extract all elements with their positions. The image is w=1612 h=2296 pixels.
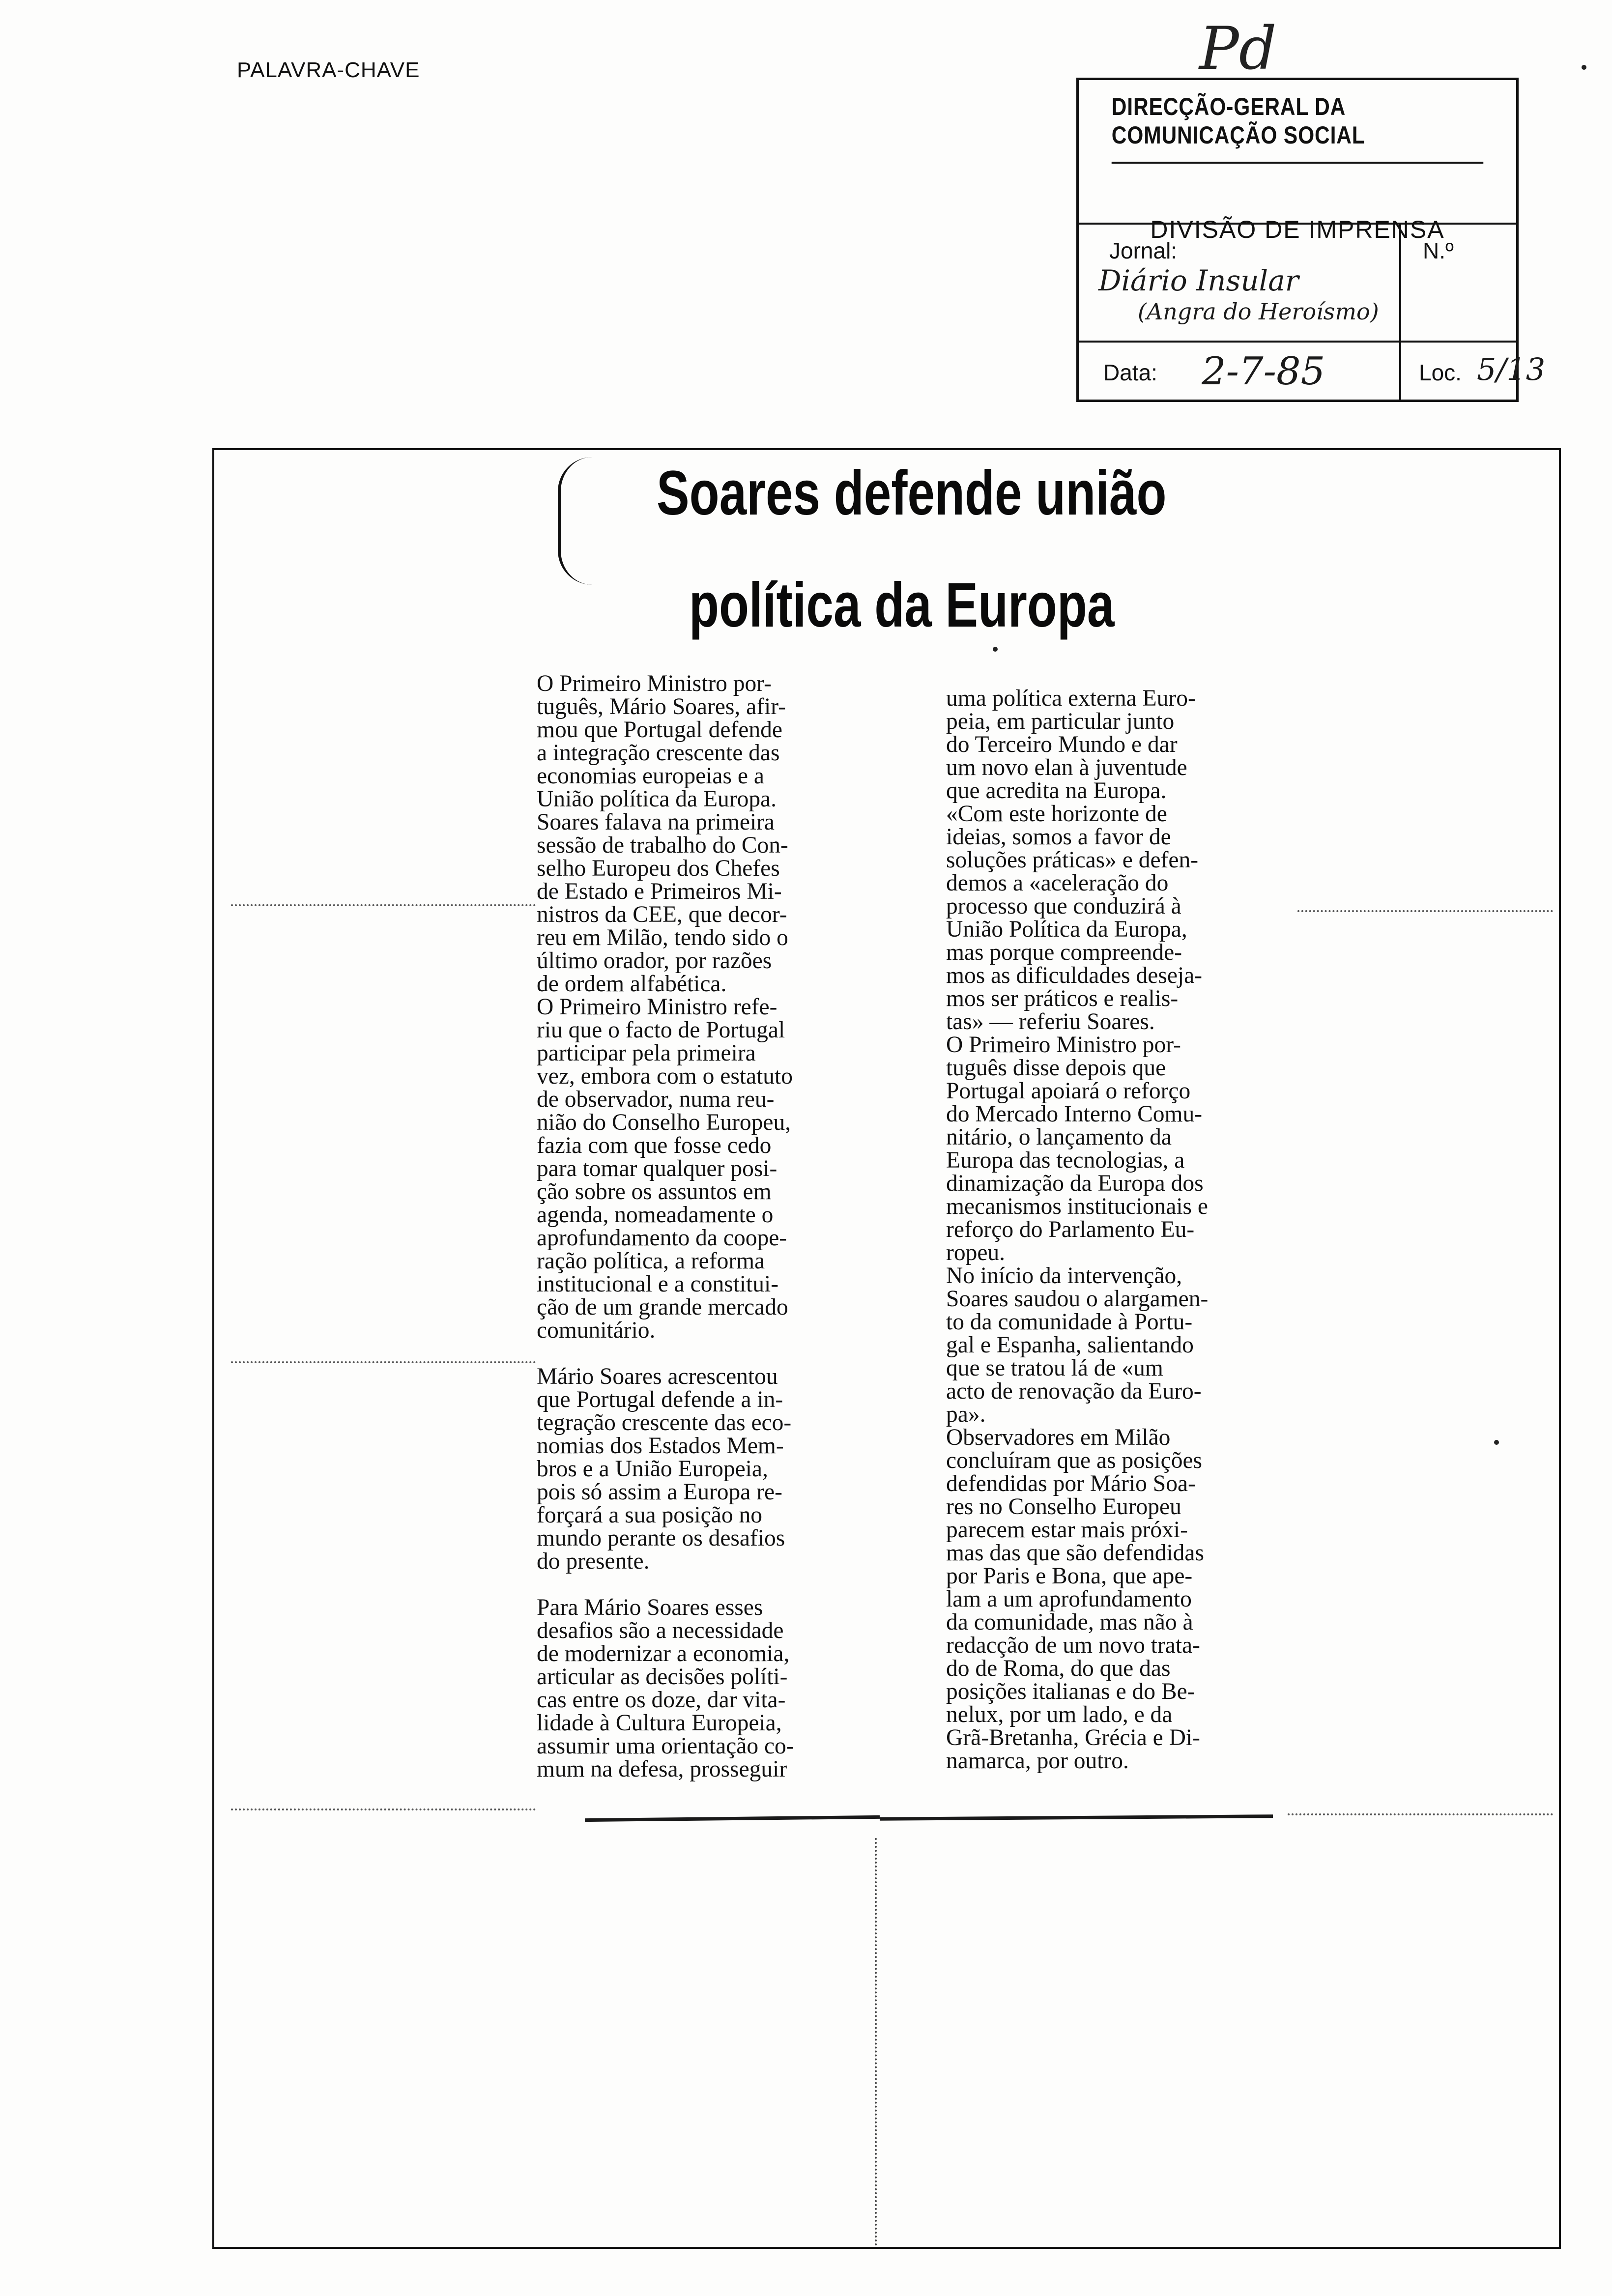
article-line: tuguês, Mário Soares, afir-: [537, 694, 786, 719]
article-line: parecem estar mais próxi-: [946, 1517, 1188, 1543]
article-line: ção sobre os assuntos em: [537, 1179, 772, 1205]
article-line: tuguês disse depois que: [946, 1055, 1166, 1081]
article-line: reforço do Parlamento Eu-: [946, 1217, 1195, 1242]
article-line: Soares falava na primeira: [537, 809, 775, 835]
article-line: defendidas por Mário Soa-: [946, 1471, 1196, 1496]
handwritten-mark: Pd: [1199, 15, 1277, 83]
article-line: institucional e a constitui-: [537, 1271, 779, 1297]
keyword-label: PALAVRA-CHAVE: [237, 58, 420, 82]
article-line: processo que conduzirá à: [946, 893, 1181, 919]
article-line: agenda, nomeadamente o: [537, 1202, 774, 1228]
jornal-label: Jornal:: [1109, 238, 1178, 263]
loc-value: 5/13: [1477, 351, 1546, 387]
article-line: ropeu.: [946, 1240, 1006, 1265]
article-line: ração política, a reforma: [537, 1248, 765, 1274]
article-line: pois só assim a Europa re-: [537, 1479, 782, 1505]
article-line: fazia com que fosse cedo: [537, 1133, 772, 1158]
article-line: [537, 1342, 910, 1365]
headline-line2: política da Europa: [689, 570, 1115, 640]
jornal-value-line2: (Angra do Heroísmo): [1138, 298, 1379, 325]
article-line: pa».: [946, 1402, 986, 1427]
article-line: riu que o facto de Portugal: [537, 1017, 785, 1043]
article-line: peia, em particular junto: [946, 709, 1175, 734]
number-label: N.º: [1423, 238, 1454, 263]
article-line: to da comunidade à Portu-: [946, 1309, 1193, 1335]
headline-line1: Soares defende união: [657, 458, 1167, 528]
date-label: Data:: [1103, 360, 1157, 385]
date-value: 2-7-85: [1202, 349, 1325, 394]
article-line: mas das que são defendidas: [946, 1540, 1204, 1566]
article-line: do de Roma, do que das: [946, 1656, 1171, 1681]
speck: [993, 647, 998, 652]
article-line: vez, embora com o estatuto: [537, 1063, 793, 1089]
article-line: Grã-Bretanha, Grécia e Di-: [946, 1725, 1200, 1751]
cut-guide-line: [231, 1808, 536, 1810]
article-line: mundo perante os desafios: [537, 1525, 785, 1551]
article-line: que acredita na Europa.: [946, 778, 1167, 804]
article-column-2: [946, 687, 1285, 1773]
article-line: articular as decisões políti-: [537, 1664, 788, 1690]
article-line: que se tratou lá de «um: [946, 1355, 1163, 1381]
article-line: para tomar qualquer posi-: [537, 1156, 777, 1181]
article-line: sessão de trabalho do Con-: [537, 832, 788, 858]
article-line: namarca, por outro.: [946, 1748, 1129, 1774]
article-line: Soares saudou o alargamen-: [946, 1286, 1209, 1312]
article-line: de ordem alfabética.: [537, 971, 727, 997]
article-line: de Estado e Primeiros Mi-: [537, 879, 782, 904]
article-line: participar pela primeira: [537, 1040, 756, 1066]
article-line: mou que Portugal defende: [537, 717, 782, 743]
cut-guide-line: [1288, 1813, 1553, 1815]
cut-guide-line: [1297, 910, 1553, 912]
article-line: Europa das tecnologias, a: [946, 1148, 1185, 1173]
article-line: de observador, numa reu-: [537, 1087, 775, 1112]
article-line: redacção de um novo trata-: [946, 1633, 1200, 1658]
article-line: soluções práticas» e defen-: [946, 847, 1199, 873]
loc-label: Loc.: [1419, 360, 1462, 385]
article-line: desafios são a necessidade: [537, 1618, 784, 1643]
article-line: mos ser práticos e realis-: [946, 986, 1179, 1011]
article-line: bros e a União Europeia,: [537, 1456, 768, 1482]
article-line: gal e Espanha, salientando: [946, 1332, 1194, 1358]
article-line: um novo elan à juventude: [946, 755, 1187, 780]
article-line: lam a um aprofundamento: [946, 1586, 1192, 1612]
article-line: nistros da CEE, que decor-: [537, 902, 787, 927]
archive-stamp: [1076, 78, 1546, 402]
speck: [1494, 1440, 1499, 1445]
headline-bracket: [558, 457, 605, 585]
article-line: dinamização da Europa dos: [946, 1171, 1204, 1196]
article-line: selho Europeu dos Chefes: [537, 856, 780, 881]
article-line: uma política externa Euro-: [946, 686, 1196, 711]
article-line: tegração crescente das eco-: [537, 1410, 792, 1435]
cut-guide-line: [231, 904, 536, 906]
cut-guide-line: [875, 1838, 877, 2246]
article-line: tas» — referiu Soares.: [946, 1009, 1155, 1034]
article-line: cas entre os doze, dar vita-: [537, 1687, 786, 1713]
article-line: O Primeiro Ministro por-: [537, 671, 772, 696]
article-line: Portugal apoiará o reforço: [946, 1078, 1191, 1104]
stamp-date-row: [1079, 343, 1546, 402]
article-line: nião do Conselho Europeu,: [537, 1110, 791, 1135]
article-line: O Primeiro Ministro por-: [946, 1032, 1181, 1058]
article-line: mecanismos institucionais e: [946, 1194, 1208, 1219]
stamp-title: DIRECÇÃO-GERAL DA COMUNICAÇÃO SOCIAL: [1112, 80, 1484, 164]
speck: [1582, 65, 1586, 70]
article-line: a integração crescente das: [537, 740, 780, 766]
article-line: acto de renovação da Euro-: [946, 1378, 1202, 1404]
article-line: União política da Europa.: [537, 786, 777, 812]
article-line: Observadores em Milão: [946, 1425, 1171, 1450]
article-line: Mário Soares acrescentou: [537, 1364, 778, 1389]
article-line: demos a «aceleração do: [946, 870, 1169, 896]
article-line: ção de um grande mercado: [537, 1294, 788, 1320]
article-line: ideias, somos a favor de: [946, 824, 1171, 850]
article-line: da comunidade, mas não à: [946, 1609, 1193, 1635]
article-line: nitário, o lançamento da: [946, 1124, 1172, 1150]
jornal-value-line1: Diário Insular: [1098, 264, 1299, 297]
article-line: Para Mário Soares esses: [537, 1595, 763, 1620]
article-line: do presente.: [537, 1549, 650, 1574]
article-line: União Política da Europa,: [946, 917, 1187, 942]
article-line: nomias dos Estados Mem-: [537, 1433, 784, 1459]
article-line: «Com este horizonte de: [946, 801, 1167, 827]
article-line: O Primeiro Ministro refe-: [537, 994, 777, 1020]
article-line: posições italianas e do Be-: [946, 1679, 1195, 1704]
article-line: comunitário.: [537, 1318, 656, 1343]
article-line: assumir uma orientação co-: [537, 1733, 794, 1759]
article-line: do Terceiro Mundo e dar: [946, 732, 1178, 757]
article-line: No início da intervenção,: [946, 1263, 1182, 1289]
article-line: nelux, por um lado, e da: [946, 1702, 1173, 1727]
article-line: lidade à Cultura Europeia,: [537, 1710, 782, 1736]
article-column-1: [537, 672, 910, 1781]
article-line: [537, 1573, 910, 1596]
stamp-division-text: DIVISÃO DE IMPRENSA: [1150, 216, 1445, 243]
article-line: mas porque compreende-: [946, 940, 1182, 965]
article-line: forçará a sua posição no: [537, 1502, 762, 1528]
stamp-jornal-row: [1079, 225, 1516, 343]
article-line: res no Conselho Europeu: [946, 1494, 1181, 1520]
article-line: por Paris e Bona, que ape-: [946, 1563, 1193, 1589]
cut-guide-line: [231, 1361, 536, 1363]
article-line: aprofundamento da coope-: [537, 1225, 787, 1251]
article-line: que Portugal defende a in-: [537, 1387, 783, 1412]
article-line: do Mercado Interno Comu-: [946, 1101, 1203, 1127]
article-line: concluíram que as posições: [946, 1448, 1203, 1473]
article-line: de modernizar a economia,: [537, 1641, 790, 1666]
article-line: economias europeias e a: [537, 763, 764, 789]
article-line: mum na defesa, prosseguir: [537, 1756, 787, 1782]
article-line: reu em Milão, tendo sido o: [537, 925, 788, 950]
article-line: mos as dificuldades deseja-: [946, 963, 1203, 988]
article-line: último orador, por razões: [537, 948, 772, 974]
